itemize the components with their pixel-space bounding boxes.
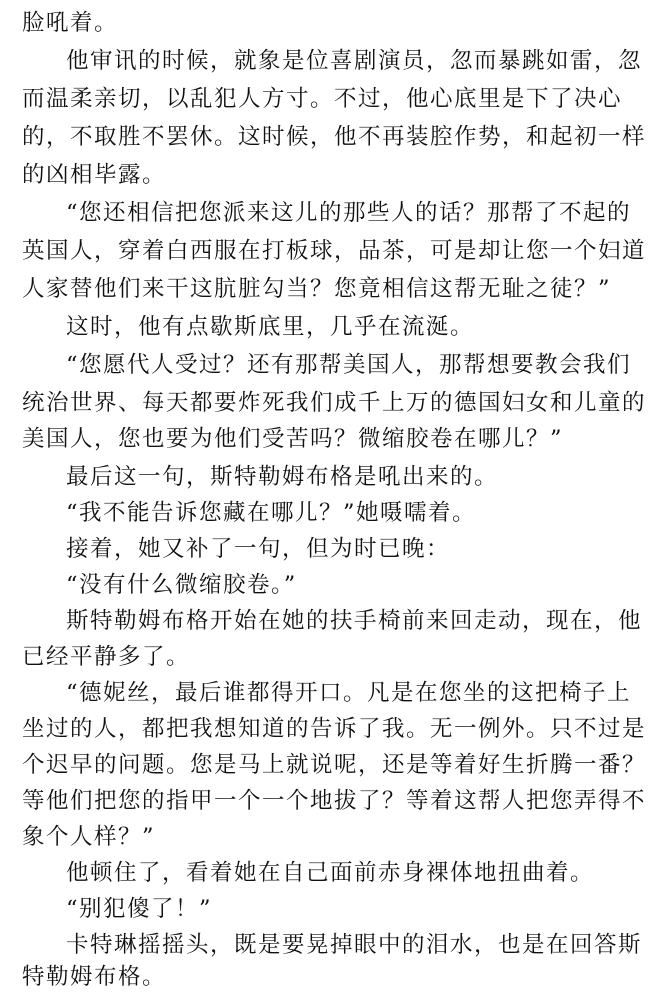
text-line-20: 坐过的人，都把我想知道的告诉了我。无一例外。只不过是 [22,716,647,742]
text-line-15: 接着，她又补了一句，但为时已晚： [66,536,451,562]
text-line-22: 等他们把您的指甲一个一个地拔了？等着这帮人把您弄得不 [22,788,647,814]
text-line-19: “德妮丝，最后谁都得开口。凡是在您坐的这把椅子上 [66,680,632,706]
text-line-2: 他审讯的时候，就象是位喜剧演员，忽而暴跳如雷，忽 [66,48,643,74]
text-line-14: “我不能告诉您藏在哪儿？”她嗫嚅着。 [66,500,477,526]
text-line-3: 而温柔亲切，以乱犯人方寸。不过，他心底里是下了决心 [22,86,623,112]
text-line-26: 卡特琳摇摇头，既是要晃掉眼中的泪水，也是在回答斯 [66,932,643,958]
text-line-10: “您愿代人受过？还有那帮美国人，那帮想要教会我们 [66,352,632,378]
text-line-25: “别犯傻了！” [66,896,213,922]
text-line-6: “您还相信把您派来这儿的那些人的话？那帮了不起的 [66,200,632,226]
text-line-13: 最后这一句，斯特勒姆布格是吼出来的。 [66,464,499,490]
text-line-12: 美国人，您也要为他们受苦吗？微缩胶卷在哪儿？” [22,426,564,452]
text-line-7: 英国人，穿着白西服在打板球，品茶，可是却让您一个妇道 [22,238,647,264]
text-line-5: 的凶相毕露。 [22,162,167,188]
text-line-27: 特勒姆布格。 [22,964,167,990]
text-line-11: 统治世界、每天都要炸死我们成千上万的德国妇女和儿童的 [22,390,647,416]
text-line-21: 个迟早的问题。您是马上就说呢，还是等着好生折腾一番？ [22,752,647,778]
text-line-1: 脸吼着。 [22,10,119,36]
text-line-23: 象个人样？” [22,824,156,850]
text-line-18: 已经平静多了。 [22,644,191,670]
text-line-24: 他顿住了，看着她在自己面前赤身裸体地扭曲着。 [66,860,595,886]
text-line-8: 人家替他们来干这肮脏勾当？您竟相信这帮无耻之徒？” [22,276,612,302]
text-line-16: “没有什么微缩胶卷。” [66,572,297,598]
text-line-4: 的，不取胜不罢休。这时候，他不再装腔作势，和起初一样 [22,124,647,150]
text-line-9: 这时，他有点歇斯底里，几乎在流涎。 [66,314,475,340]
text-line-17: 斯特勒姆布格开始在她的扶手椅前来回走动，现在，他 [66,608,643,634]
